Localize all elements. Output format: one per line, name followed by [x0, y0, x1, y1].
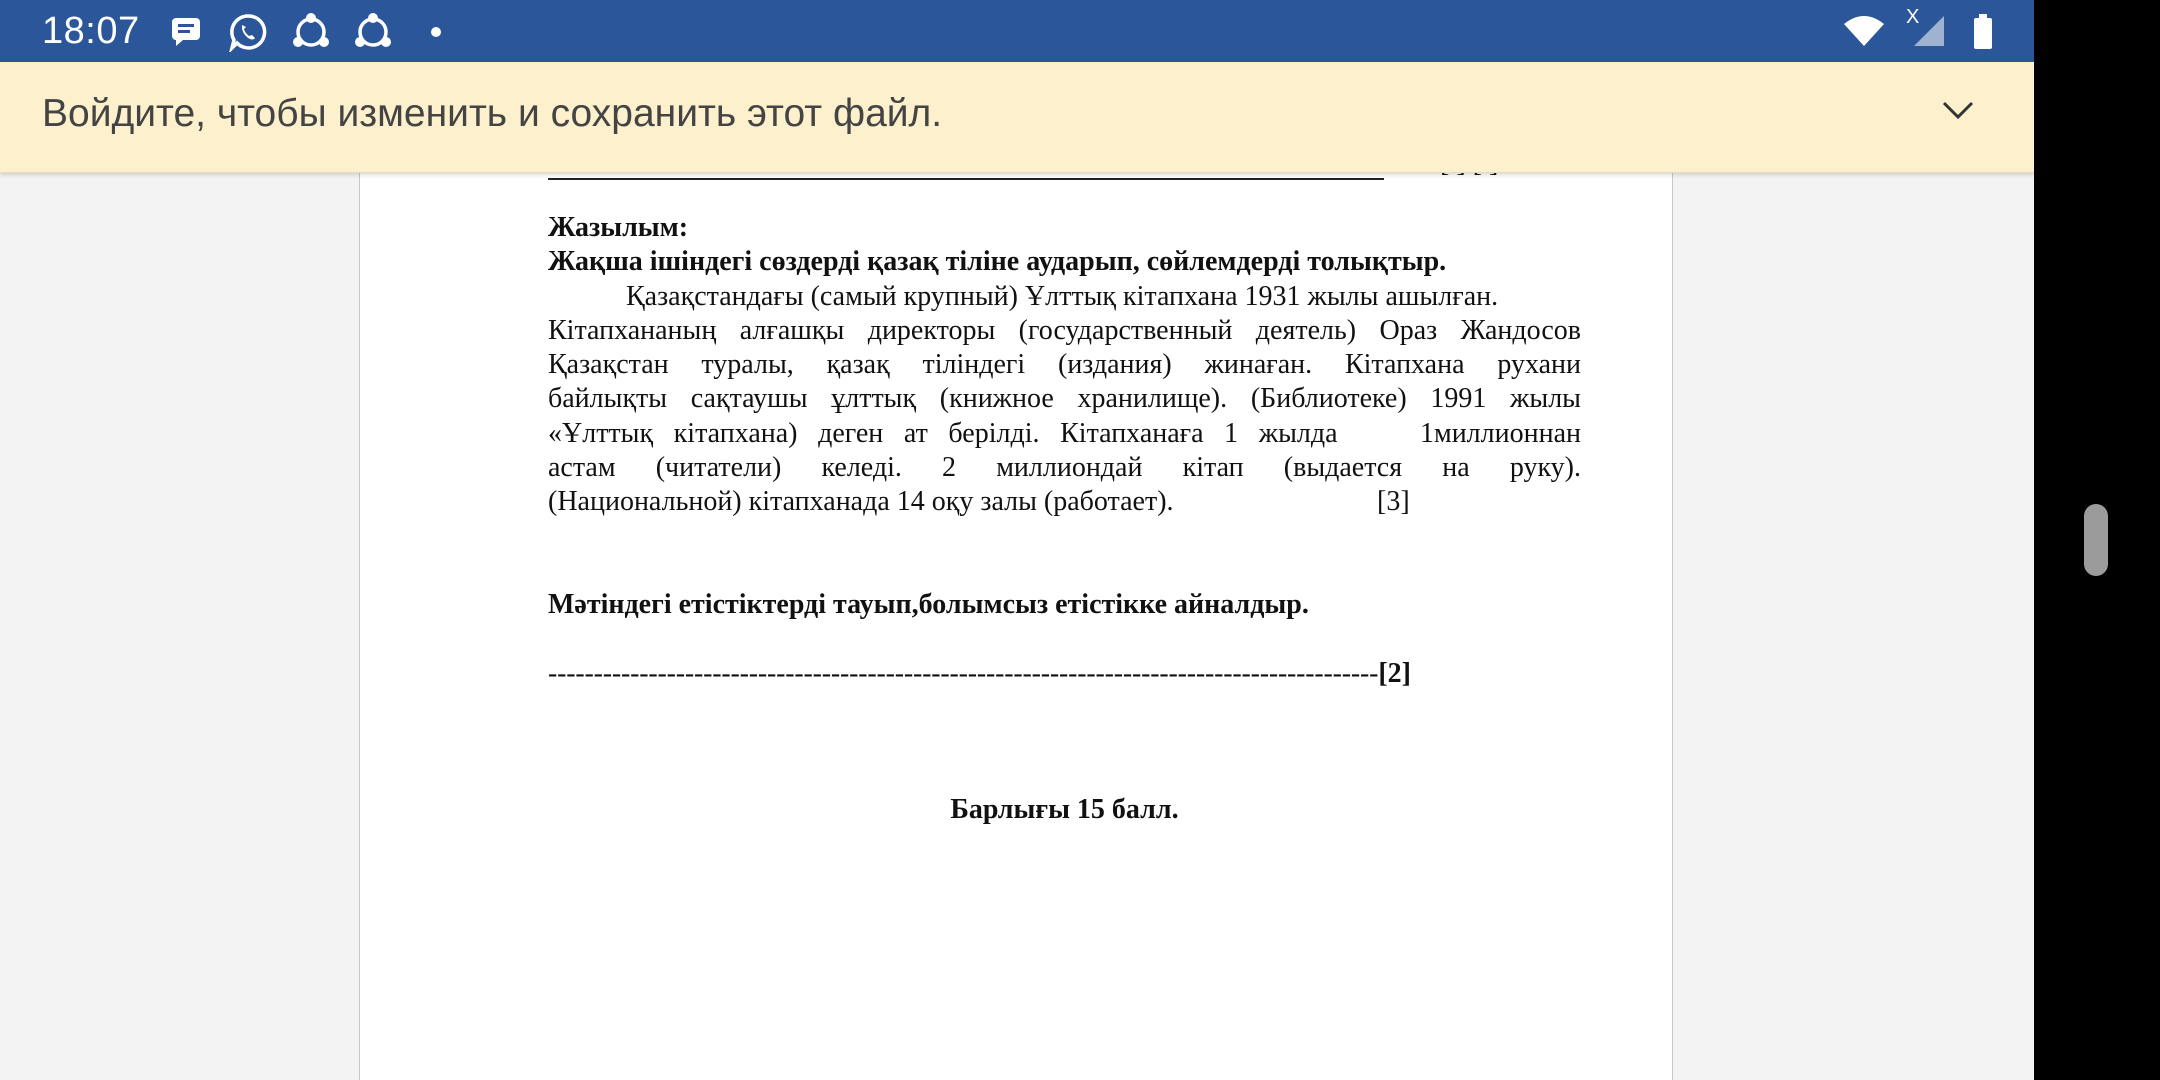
- task2-points: [2]: [1378, 658, 1411, 689]
- task2-dashes: -------------------------------------------------------------------------------------------: [548, 658, 1379, 689]
- paragraph-line-last: (Национальной) кітапханада 14 оқу залы (работает). [3]: [548, 485, 1581, 519]
- task1-instruction: Жақша ішіндегі сөздерді қазақ тіліне аударып, сөйлемдерді толықтыр.: [548, 246, 1447, 278]
- status-bar: [0, 0, 2034, 62]
- scrollbar-thumb[interactable]: [2084, 504, 2108, 576]
- task1-points: [3]: [1377, 486, 1410, 518]
- paragraph-line: «Ұлттық кітапхана) деген ат берілді. Кітапханаға 1 жылда 1миллионнан: [548, 417, 1581, 449]
- status-time: 18:07: [42, 10, 140, 52]
- paragraph-line: Қазақстан туралы, қазақ тіліндегі (издания) жинаған. Кітапхана рухани: [548, 349, 1581, 381]
- paragraph-line: Қазақстандағы (самый крупный) Ұлттық кітапхана 1931 жылы ашылған.: [626, 280, 1499, 312]
- banner-message: Войдите, чтобы изменить и сохранить этот файл.: [42, 92, 943, 135]
- total-score: Барлығы 15 балл.: [950, 794, 1179, 825]
- signal-x-label: X: [1906, 6, 1920, 28]
- paragraph-line: астам (читатели) келеді. 2 миллиондай кітап (выдается на руку).: [548, 452, 1581, 484]
- battery-icon: [1972, 14, 1994, 55]
- paragraph-line: байлықты сақтаушы ұлттық (книжное хранилище). (Библиотеке) 1991 жылы: [548, 383, 1581, 415]
- task1-paragraph: [548, 280, 1581, 520]
- chevron-down-icon[interactable]: [1940, 98, 1976, 127]
- whatsapp-icon: [228, 12, 268, 57]
- sign-in-banner[interactable]: [0, 62, 2034, 173]
- task2-answer-line: [548, 657, 1581, 691]
- message-icon: [170, 16, 202, 51]
- share-icon: [290, 12, 332, 57]
- wifi-icon: [1842, 14, 1886, 53]
- task2-instruction: Мәтіндегі етістіктерді тауып,болымсыз етістікке айналдыр.: [548, 589, 1309, 620]
- document-page[interactable]: [359, 150, 1673, 1080]
- paragraph-line: Кітапхананың алғашқы директоры (государственный деятель) Ораз Жандосов: [548, 314, 1581, 346]
- share-icon: [352, 12, 394, 57]
- writing-heading: Жазылым:: [548, 212, 689, 243]
- dot-icon: [430, 25, 442, 43]
